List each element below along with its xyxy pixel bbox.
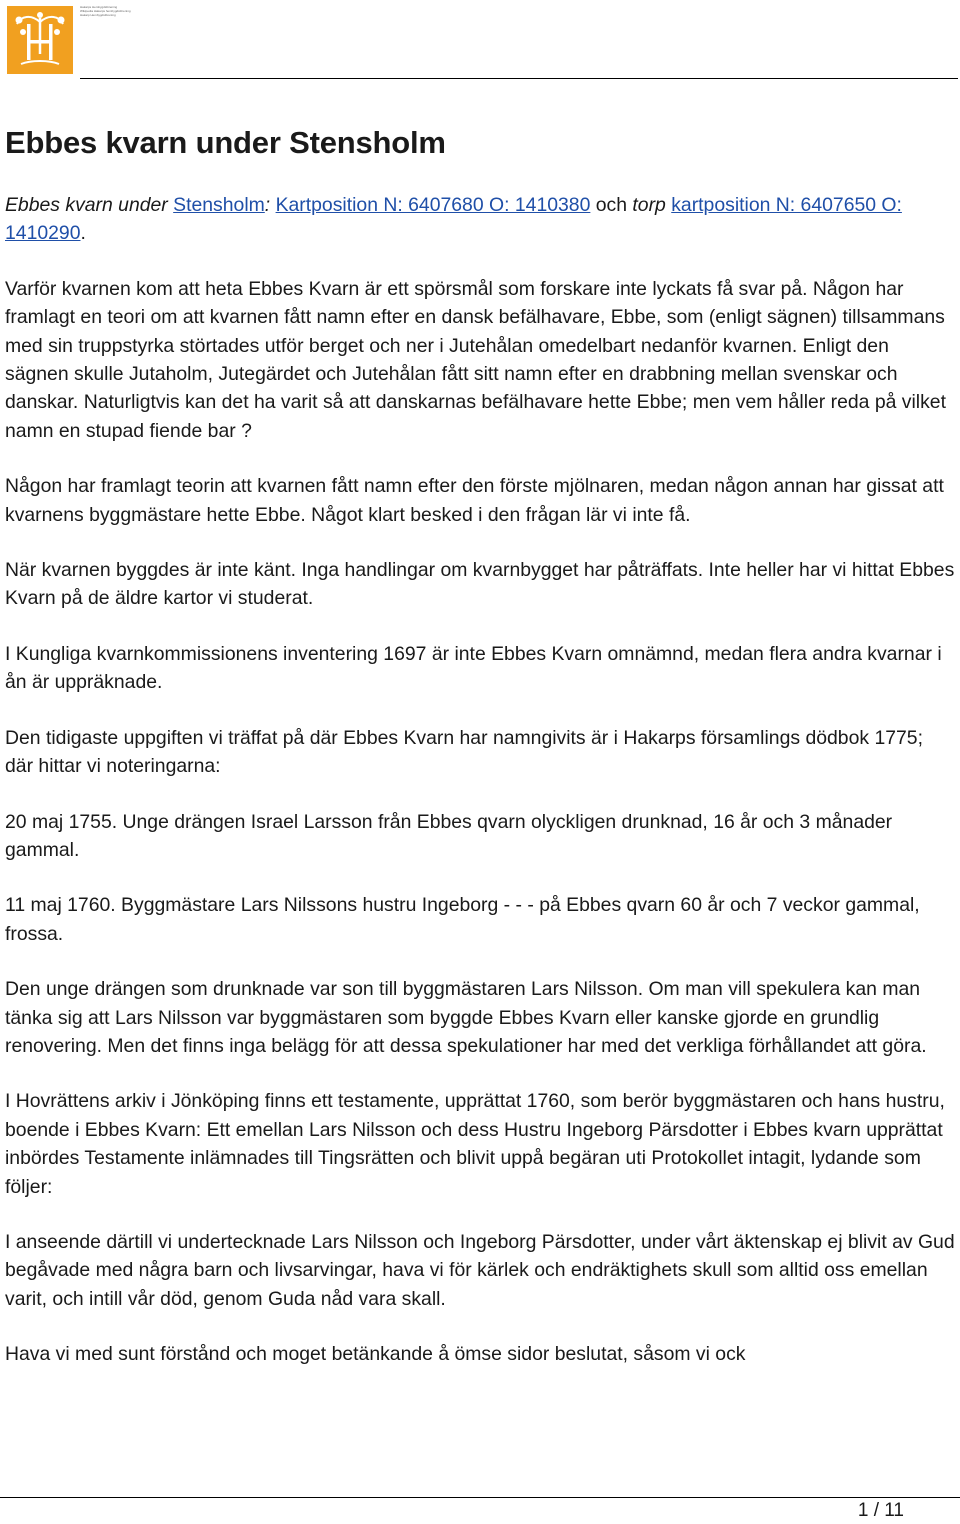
intro-torp: torp xyxy=(632,194,666,216)
article-body xyxy=(5,120,955,1369)
paragraph-miller-theory: Någon har framlagt teorin att kvarnen fått namn efter den förste mjölnaren, medan någon annan har gissat att kvarnens byggmästare hette Ebbe. Något klart besked i den frågan lär vi inte få. xyxy=(5,475,944,526)
header-meta-line: Hakarps Hembygdsförening xyxy=(80,5,118,9)
page-header xyxy=(0,0,960,80)
intro-name: Ebbes kvarn under xyxy=(5,194,168,216)
header-meta-line: Wikipedia Hakarps hembygdsförening xyxy=(80,9,131,13)
paragraph-entry-1760: 11 maj 1760. Byggmästare Lars Nilssons hustru Ingeborg - - - på Ebbes qvarn 60 år och 7 veckor gammal, frossa. xyxy=(5,894,920,945)
header-divider xyxy=(80,78,958,79)
paragraph-testament: I Hovrättens arkiv i Jönköping finns ett testamente, upprättat 1760, som berör byggmästaren och hans hustru, boende i Ebbes Kvarn: Ett emellan Lars Nilsson och dess Hustru Ingeborg Pärsdotter i Ebbes kvarn upprättat inbördes Testamente inlämnades till Tingsrätten och blivit uppå begäran uti Protokollet intagit, lydande som följer: xyxy=(5,1090,945,1198)
article-title: Ebbes kvarn under Stensholm xyxy=(5,125,446,160)
paragraph-death-book: Den tidigaste uppgiften vi träffat på där Ebbes Kvarn har namngivits är i Hakarps församlings dödbok 1775; där hittar vi noteringarna: xyxy=(5,726,923,778)
paragraph-build-date: När kvarnen byggdes är inte känt. Inga handlingar om kvarnbygget har påträffats. Inte heller har vi hittat Ebbes Kvarn på de äldre kartor vi studerat. xyxy=(5,559,955,610)
intro-and: och xyxy=(595,194,628,216)
header-meta-line: Hakarp Hembygdsförening xyxy=(80,13,116,17)
paragraph-inventory-1697: I Kungliga kvarnkommissionens inventering 1697 är inte Ebbes Kvarn omnämnd, medan flera andra kvarnar i ån är uppräknade. xyxy=(5,642,942,694)
intro-paragraph xyxy=(5,191,955,248)
header-meta xyxy=(80,5,131,17)
stensholm-link[interactable]: Stensholm xyxy=(173,194,265,216)
map-position-link[interactable]: Kartposition N: 6407680 O: 1410380 xyxy=(275,194,591,216)
paragraph-testament-continued: Hava vi med sunt förstånd och moget betänkande å ömse sidor beslutat, såsom vi ock xyxy=(5,1343,746,1366)
paragraph-entry-1755: 20 maj 1755. Unge drängen Israel Larsson från Ebbes qvarn olyckligen drunknad, 16 år och 3 månader gammal. xyxy=(5,810,893,861)
page-indicator: 1 / 11 xyxy=(857,1500,904,1521)
footer-divider xyxy=(0,1497,960,1498)
paragraph-lars-nilsson: Den unge drängen som drunknade var son till byggmästaren Lars Nilsson. Om man vill spekulera kan man tänka sig att Lars Nilsson var byggmästaren som byggde Ebbes Kvarn eller kanske gjorde en grundlig renovering. Men det finns inga belägg för att dessa spekulationer har med det verkliga förhållandet att göra. xyxy=(5,978,927,1057)
paragraph-testament-quote: I anseende därtill vi undertecknade Lars Nilsson och Ingeborg Pärsdotter, under vårt äktenskap ej blivit av Gud begåvade med några barn och livsarvingar, hava vi för kärlek och endräktighets skull som alltid oss emellan varit, och intill vår död, genom Guda nåd vara skall. xyxy=(5,1230,955,1310)
intro-separator: : xyxy=(264,194,271,216)
torp-position-link[interactable]: kartposition N: 6407650 O: 1410290 xyxy=(5,194,902,245)
hakarp-heritage-logo-icon xyxy=(7,6,73,74)
paragraph-name-origin: Varför kvarnen kom att heta Ebbes Kvarn är ett spörsmål som forskare inte lyckats få svar på. Någon har framlagt en teori om att kvarnen fått namn efter en dansk befälhavare, Ebbe, som (enligt sägnen) tillsammans med sin truppstyrka störtades utför berget och ner i Jutehålan omedelbart nedanför kvarnen. Enligt den sägnen skulle Jutaholm, Jutegärdet och Jutehålan fått sitt namn efter en drabbning mellan svenskar och danskar. Naturligtvis kan det ha varit så att danskarnas befälhavare hette Ebbe; men vem håller reda på vilket namn en stupad fiende bar ? xyxy=(5,277,946,442)
intro-end: . xyxy=(80,222,86,245)
